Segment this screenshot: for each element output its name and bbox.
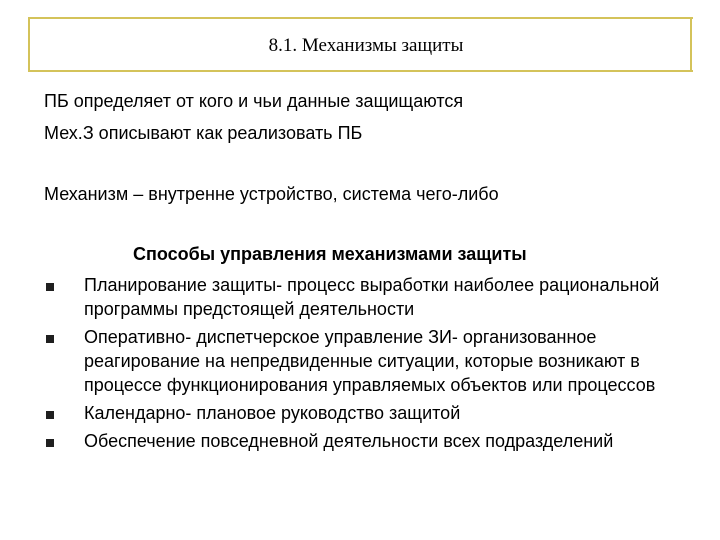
- square-bullet-icon: [46, 439, 54, 447]
- bullet-text: Оперативно- диспетчерское управление ЗИ- организованное реагирование на непредвиденные ситуации, которые возникают в процессе функционирования управляемых объектов или процессов: [84, 327, 656, 395]
- bullet-item: [44, 273, 694, 321]
- bullet-list: [44, 273, 694, 457]
- bullet-item: [44, 325, 694, 397]
- bullet-item: [44, 401, 694, 425]
- text-line-2: Мех.З описывают как реализовать ПБ: [44, 123, 363, 143]
- title-frame-top: [28, 17, 693, 19]
- bullet-text: Календарно- плановое руководство защитой: [84, 403, 461, 423]
- bullet-item: [44, 429, 694, 453]
- title-frame-bottom: [28, 70, 693, 72]
- square-bullet-icon: [46, 283, 54, 291]
- text-line-3: Механизм – внутренне устройство, система чего-либо: [44, 184, 499, 204]
- square-bullet-icon: [46, 335, 54, 343]
- bullet-text: Планирование защиты- процесс выработки наиболее рациональной программы предстоящей деятельности: [84, 275, 660, 319]
- slide-title: 8.1. Механизмы защиты: [268, 35, 464, 56]
- text-line-1: ПБ определяет от кого и чьи данные защищаются: [44, 91, 464, 111]
- square-bullet-icon: [46, 411, 54, 419]
- bullet-text: Обеспечение повседневной деятельности всех подразделений: [84, 431, 614, 451]
- section-heading: Способы управления механизмами защиты: [133, 244, 527, 264]
